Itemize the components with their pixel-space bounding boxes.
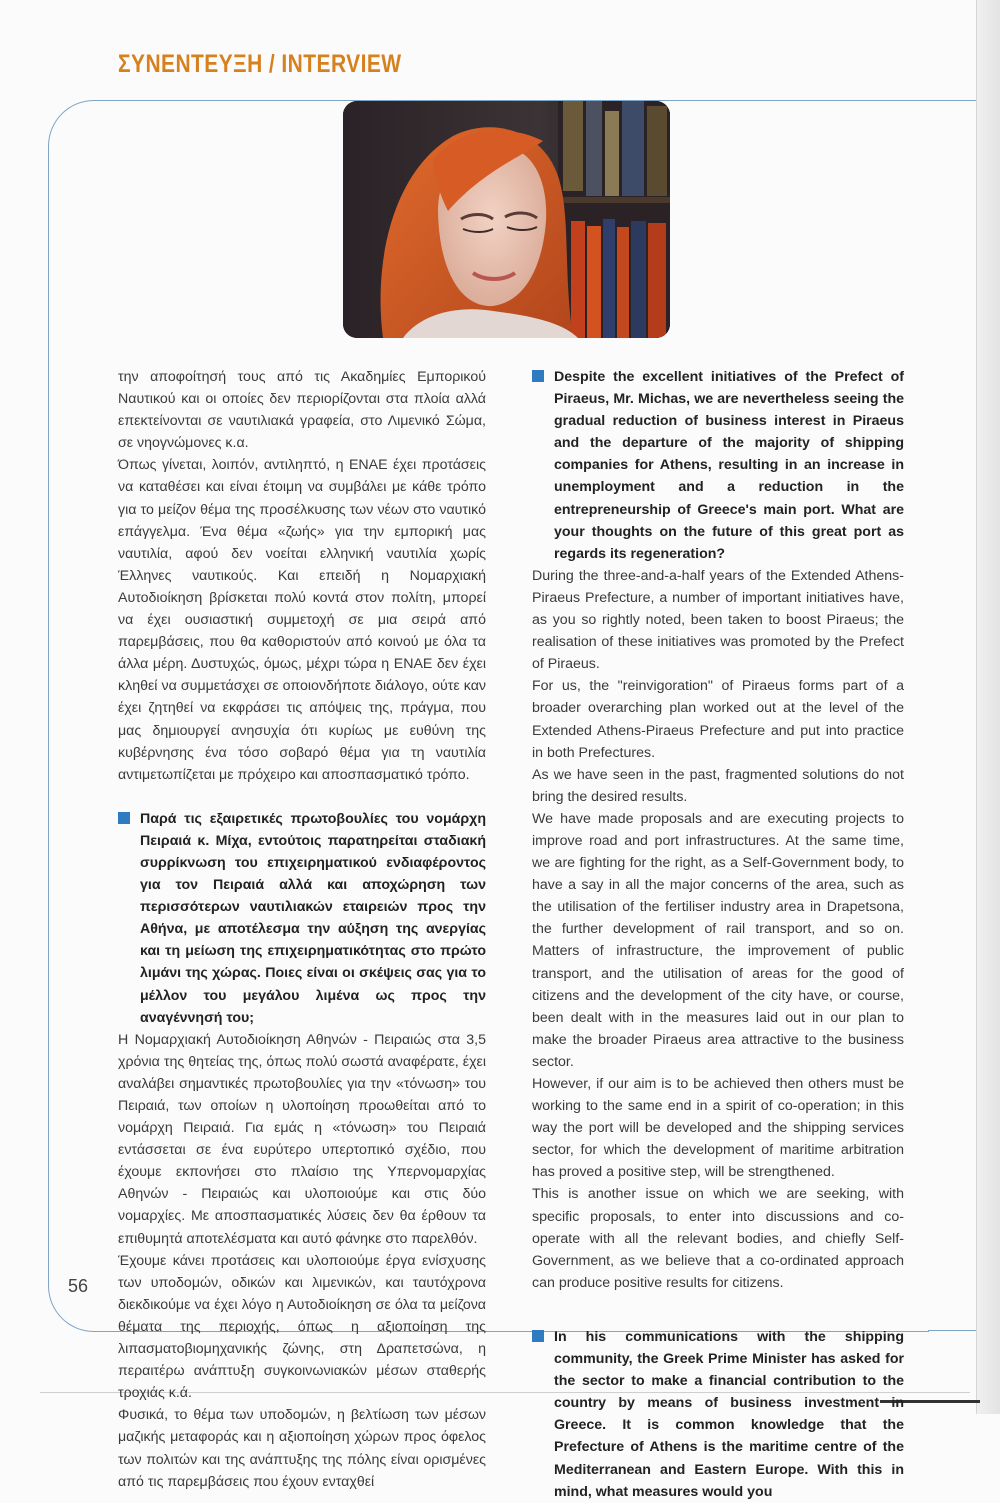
english-paragraph: As we have seen in the past, fragmented solutions do not bring the desired results.	[532, 766, 904, 805]
portrait-illustration	[343, 101, 670, 338]
english-question-text: Despite the excellent initiatives of the Prefect of Piraeus, Mr. Michas, we are nevertheless seeing the gradual reduction of business interest in Piraeus and the departure of the majority of shipping companies for Athens, resulting in an increase in unemployment and a reduction in the entrepreneurship of Greece's main port. What are your thoughts on the future of this great port as regards its regeneration?	[554, 369, 904, 562]
section-title: ΣΥΝΕΝΤΕΥΞΗ / INTERVIEW	[118, 50, 402, 78]
greek-paragraph: Φυσικά, το θέμα των υποδομών, η βελτίωση των μέσων μαζικής μεταφοράς και η αξιοποίηση χώρων προς όφελος των πολιτών και της ανάπτυξης της πόλης είναι ορισμένες από τις παρεμβάσεις που έχουν ενταχθεί	[118, 1407, 486, 1490]
portrait-photo	[343, 101, 670, 338]
english-paragraph: However, if our aim is to be achieved then others must be working to the same end in a spirit of co-operation; in this way the port will be developed and the shipping services sector, for which the development of maritime arbitration has proved a positive step, will be strengthened.	[532, 1076, 904, 1181]
greek-paragraph: Η Νομαρχιακή Αυτοδιοίκηση Αθηνών - Πειραιώς στα 3,5 χρόνια της θητείας της, όπως πολύ σωστά αναφέρατε, έχει αναλάβει σημαντικές πρωτοβουλίες για την «τόνωση» του Πειραιά, των οποίων η υλοποίηση προωθείται από το νομάρχη Πειραιά. Για εμάς η «τόνωση» του Πειραιά εντάσσεται σε ένα ευρύτερο υπερτοπικό σχέδιο, που έχουμε εκπονήσει στο πλαίσιο της Υπερνομαρχίας Αθηνών - Πειραιώς και υλοποιούμε και στις δύο νομαρχίες. Με αποσπασματικές λύσεις δεν θα έρθουν τα επιθυμητά αποτελέσματα και αυτό φάνηκε στο παρελθόν.	[118, 1031, 486, 1247]
english-paragraph: This is another issue on which we are seeking, with specific proposals, to enter into discussions and co-operate with all the relevant bodies, and chiefly Self-Government, as we believe that a co-ordinated approach can produce positive results for citizens.	[532, 1186, 904, 1291]
english-paragraph: During the three-and-a-half years of the Extended Athens-Piraeus Prefecture, a number of important initiatives have, as you so rightly noted, been taken to boost Piraeus; the realisation of these initiatives was promoted by the Prefect of Piraeus.	[532, 567, 904, 673]
scan-edge	[976, 0, 1000, 1414]
question-bullet-icon	[532, 370, 544, 382]
greek-paragraph: την αποφοίτησή τους από τις Ακαδημίες Εμπορικού Ναυτικού και οι οποίες δεν περιορίζονται στα πλοία αλλά επεκτείνονται σε ναυτιλιακά γραφεία, στο Λιμενικό Σώμα, σε νηογνώμονες κ.α.	[118, 369, 486, 452]
english-question	[532, 366, 904, 565]
greek-paragraph: Όπως γίνεται, λοιπόν, αντιληπτό, η ΕΝΑΕ έχει προτάσεις να καταθέσει και είναι έτοιμη να συμβάλει με κάθε τρόπο για το μείζον θέμα της προσέλκυσης των νέων στο ναυτικό επάγγελμα. Ένα θέμα «ζωής» για την εμπορική μας ναυτιλία, αφού δεν νοείται ελληνική ναυτιλία χωρίς Έλληνες ναυτικούς. Και επειδή η Νομαρχιακή Αυτοδιοίκηση βρίσκεται πολύ κοντά στον πολίτη, μπορεί να έχει ουσιαστική συμμετοχή σε μια σειρά από παρεμβάσεις, που θα καθοριστούν από κοινού με όλα τα άλλα μέρη. Δυστυχώς, όμως, μέχρι τώρα η ΕΝΑΕ δεν έχει κληθεί να συμμετάσχει σε οποιονδήποτε διάλογο, ούτε καν έχει ζητηθεί να εκφράσει τις απόψεις της, πράγμα, που μας δημιουργεί ανησυχία ότι κυρίως με ευθύνη της κυβέρνησης ένα τόσο σοβαρό θέμα για τη ναυτιλία αντιμετωπίζεται με πρόχειρο και αποσπασματικό τρόπο.	[118, 457, 486, 783]
page-number: 56	[68, 1276, 89, 1296]
greek-question-text: Παρά τις εξαιρετικές πρωτοβουλίες του νομάρχη Πειραιά κ. Μίχα, εντούτοις παρατηρείται σταδιακή συρρίκνωση του επιχειρηματικού ενδιαφέροντος για τον Πειραιά αλλά και αποχώρηση των περισσότερων ναυτιλιακών εταιρειών προς την Αθήνα, με αποτέλεσμα την αύξηση της ανεργίας και τη μείωση της επιχειρηματικότητας στο πρώτο λιμάνι της χώρας. Ποιες είναι οι σκέψεις σας για το μέλλον του μεγάλου λιμένα ως προς την αναγέννησή του;	[140, 810, 486, 1026]
question-bullet-icon	[532, 1330, 544, 1342]
english-question	[532, 1326, 904, 1503]
english-paragraph: We have made proposals and are executing projects to improve road and port infrastructures. At the same time, we are fighting for the right, as a Self-Government body, to have a say in all the major concerns of the area, such as the utilisation of the fertiliser industry area in Drapetsona, the further development of rail transport, and so on. Matters of infrastructure, the improvement of public transport, and the utilisation of areas for the good of citizens and the development of the city have, or course, been dealt with in the measures laid out in our plan to make the broader Piraeus area attractive to the business sector.	[532, 810, 904, 1070]
greek-paragraph: Έχουμε κάνει προτάσεις και υλοποιούμε έργα ενίσχυσης των υποδομών, οδικών και λιμενικών, και ταυτόχρονα διεκδικούμε να έχει λόγο η Αυτοδιοίκηση σε όλα τα μείζονα θέματα της περιοχής, όπως η αξιοποίηση της λιπασματοβιομηχανικής ζώνης, στη Δραπετσώνα, η περαιτέρω ανάπτυξη συγκοινωνιακών μέσων σταθερής τροχιάς κ.ά.	[118, 1252, 486, 1402]
greek-column	[118, 366, 486, 1493]
english-paragraph: For us, the "reinvigoration" of Piraeus forms part of a broader overarching plan worked out at the level of the Extended Athens-Piraeus Prefecture and put into practice in both Prefectures.	[532, 678, 904, 761]
greek-question	[118, 808, 486, 1029]
question-bullet-icon	[118, 812, 130, 824]
frame-line-top	[928, 100, 976, 101]
english-question-text: In his communications with the shipping community, the Greek Prime Minister has asked for the sector to make a financial contribution to the country by means of business investment in Greece. It is common knowledge that the Prefecture of Athens is the maritime centre of the Mediterranean and Eastern Europe. With this in mind, what measures would you	[554, 1328, 904, 1500]
frame-line-bottom	[928, 1330, 976, 1331]
english-column	[532, 366, 904, 1503]
